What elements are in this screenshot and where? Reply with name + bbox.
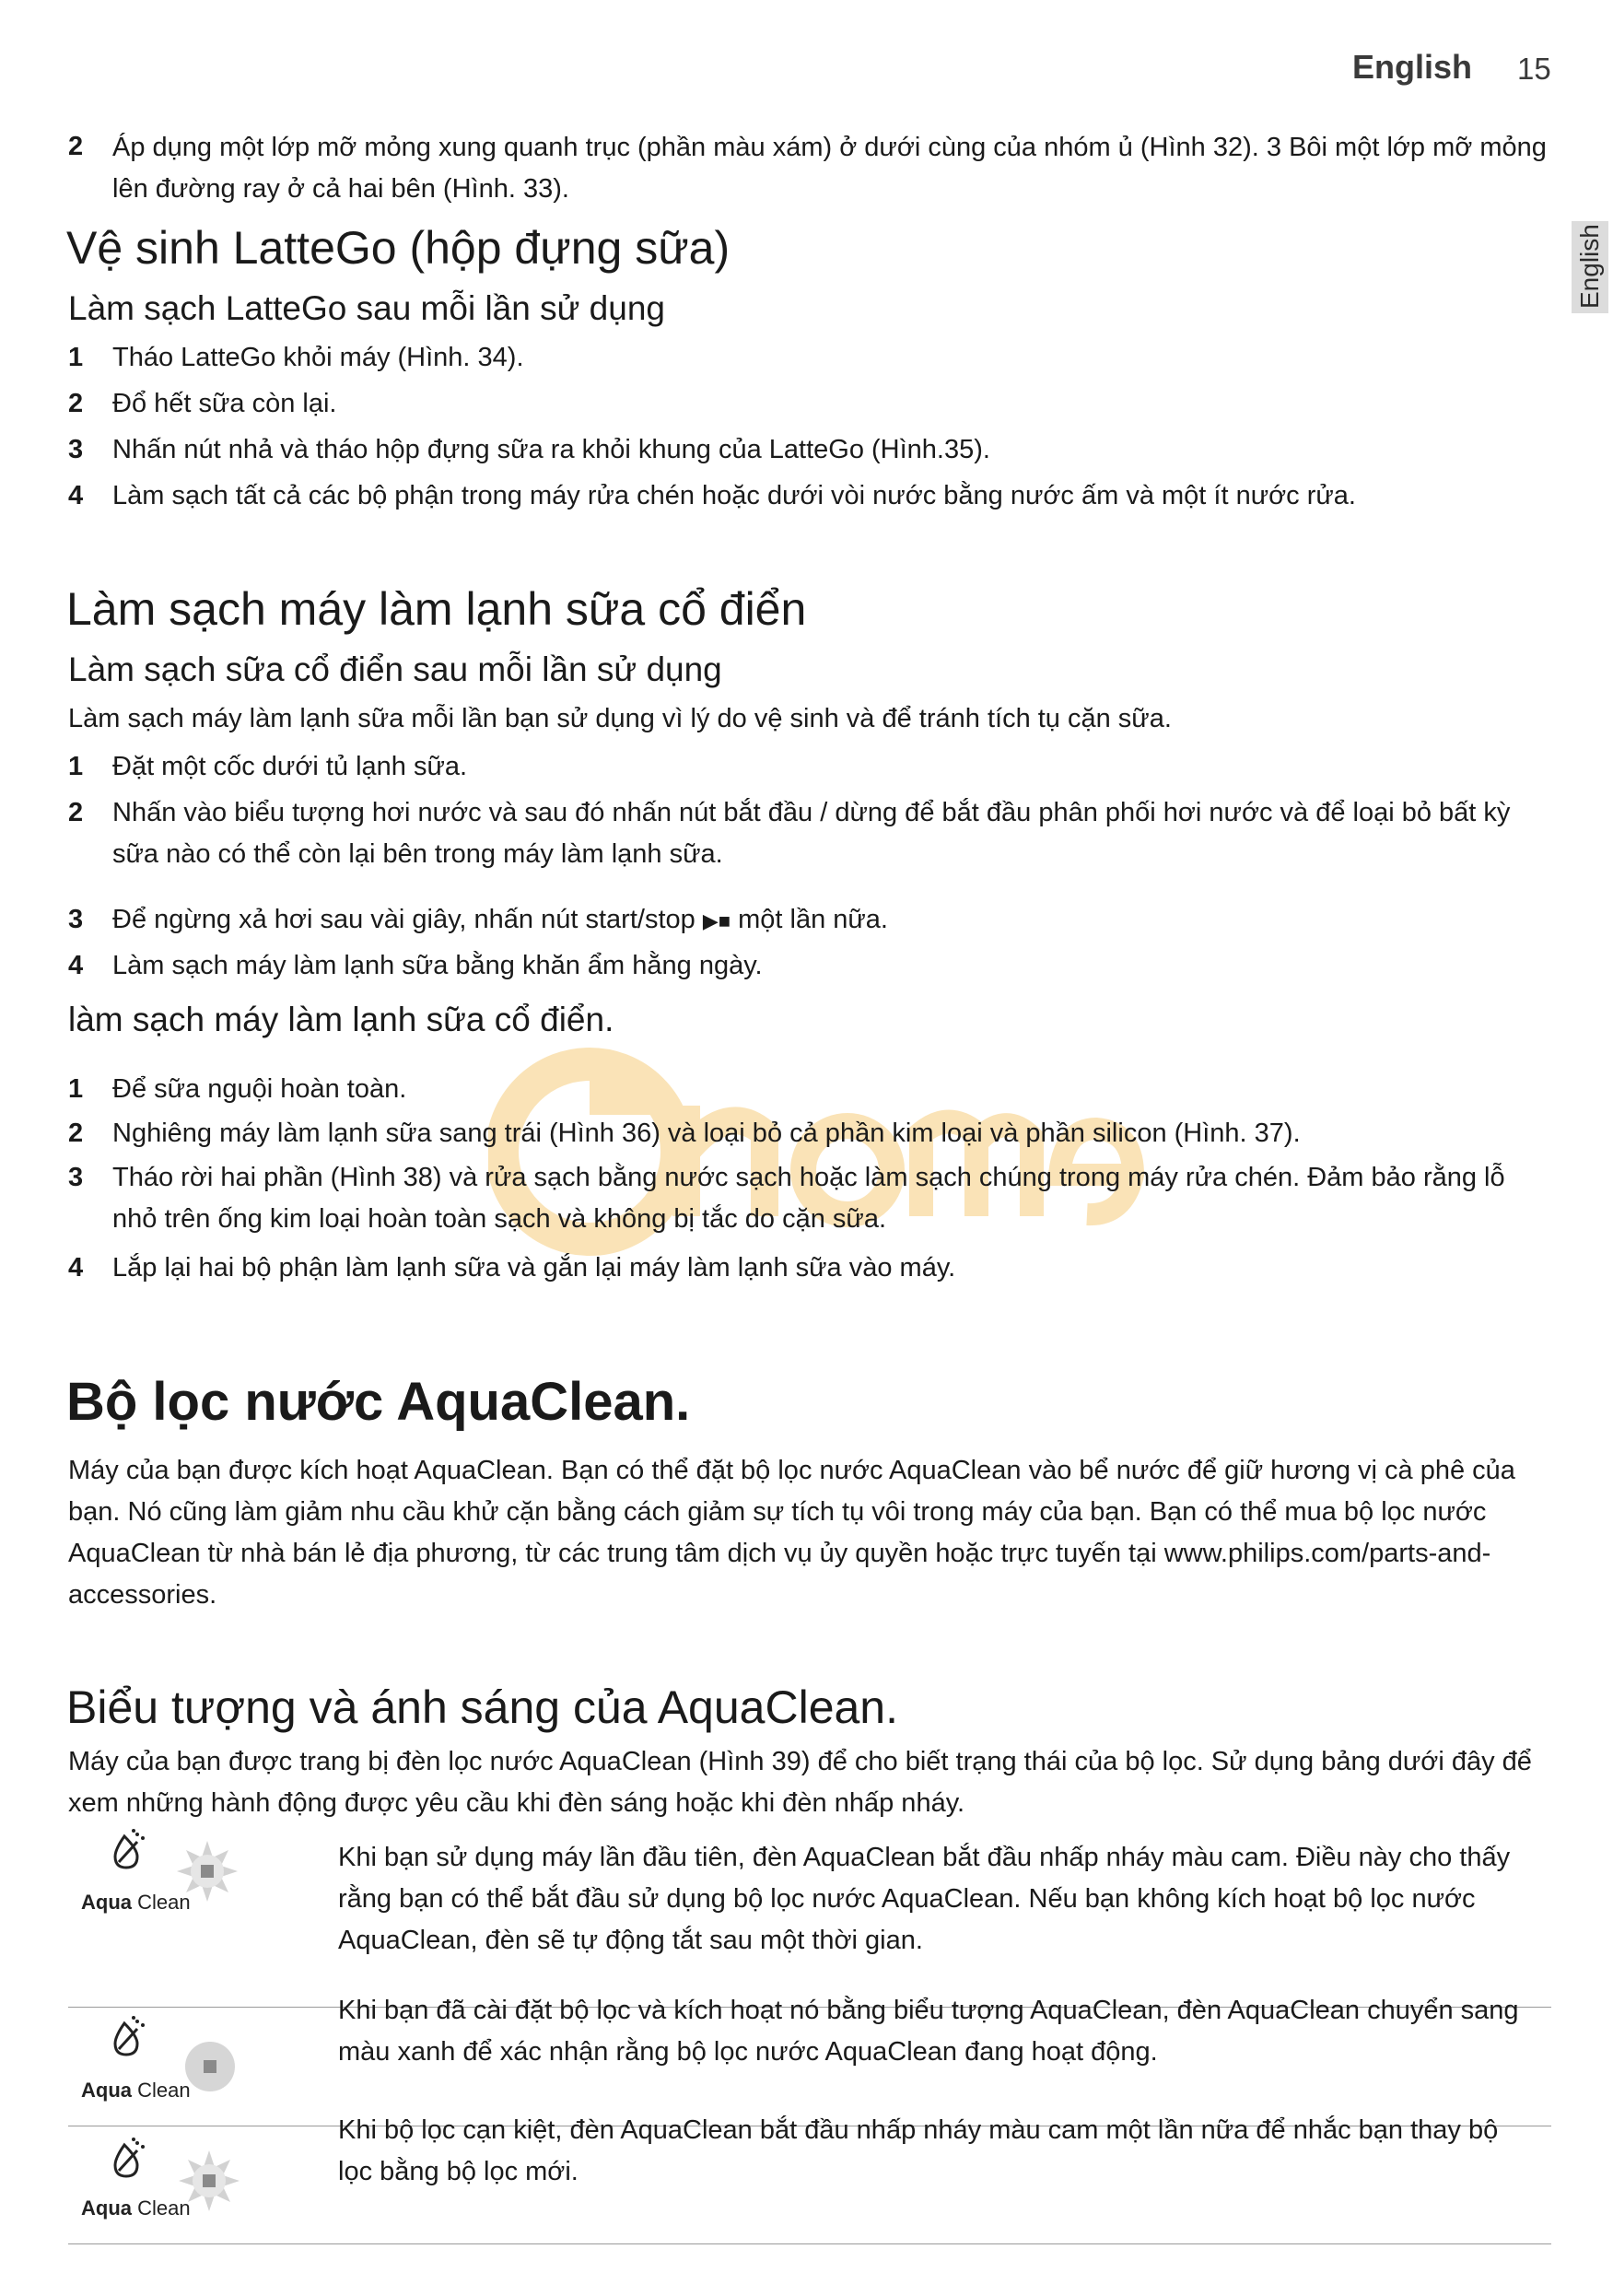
aquaclean-row-2-text: Khi bạn đã cài đặt bộ lọc và kích hoạt nó bằng biểu tượng AquaClean, đèn AquaClean chuyển sang màu xanh để xác nhận rằng bộ lọc nước AquaClean đang hoạt động. (338, 1996, 1519, 2067)
table-divider (68, 2243, 1551, 2244)
step-number: 3 (68, 905, 84, 934)
step-number: 2 (68, 798, 84, 827)
classic-step-3-text: Để ngừng xả hơi sau vài giây, nhấn nút start/stop (112, 905, 703, 934)
classic-subtitle: Làm sạch sữa cổ điển sau mỗi lần sử dụng (68, 650, 722, 688)
lattego-title: Vệ sinh LatteGo (hộp đựng sữa) (66, 222, 731, 274)
aquaclean-label (81, 2079, 191, 2103)
steady-light-icon (183, 2040, 237, 2093)
classic-title: Làm sạch máy làm lạnh sữa cổ điển (66, 583, 807, 635)
intro-step-text: Áp dụng một lớp mỡ mỏng xung quanh trục (phần màu xám) ở dưới cùng của nhóm ủ (Hình 32). 3 Bôi một lớp mỡ mỏng lên đường ray ở cả hai bên (Hình. 33). (112, 133, 1547, 204)
aqua-label-bold: Aqua (81, 2196, 132, 2220)
step-number: 1 (68, 1074, 84, 1104)
aqua-label-bold: Aqua (81, 1891, 132, 1914)
page-number: 15 (1517, 52, 1551, 86)
aquaclean-label (81, 1891, 191, 1915)
classic-step-1: Đặt một cốc dưới tủ lạnh sữa. (112, 752, 468, 781)
step-number: 3 (68, 435, 84, 464)
clean-label: Clean (132, 1891, 191, 1914)
classic2-step-2: Nghiêng máy làm lạnh sữa sang trái (Hình 36) và loại bỏ cả phần kim loại và phần silicon (Hình. 37). (112, 1119, 1301, 1148)
step-number: 2 (68, 1119, 84, 1148)
classic-step-2: Nhấn vào biểu tượng hơi nước và sau đó nhấn nút bắt đầu / dừng để bắt đầu phân phối hơi nước và để loại bỏ bất kỳ sữa nào có thể còn lại bên trong máy làm lạnh sữa. (112, 798, 1511, 869)
blinking-light-icon (175, 1839, 240, 1904)
start-stop-symbol: ▶■ (702, 909, 731, 932)
header-language: English (1352, 48, 1473, 86)
step-number: 1 (68, 752, 84, 781)
step-number: 4 (68, 1253, 84, 1283)
classic2-step-1: Để sữa nguội hoàn toàn. (112, 1074, 407, 1104)
aqua-label-bold: Aqua (81, 2079, 132, 2102)
step-number: 2 (68, 132, 84, 161)
lattego-step-3: Nhấn nút nhả và tháo hộp đựng sữa ra khỏi khung của LatteGo (Hình.35). (112, 435, 990, 464)
classic-intro: Làm sạch máy làm lạnh sữa mỗi lần bạn sử dụng vì lý do vệ sinh và để tránh tích tụ cặn sữa. (68, 704, 1172, 733)
classic-step-4: Làm sạch máy làm lạnh sữa bằng khăn ẩm hằng ngày. (112, 951, 763, 980)
blinking-light-icon (177, 2149, 241, 2213)
classic-step-3 (112, 899, 1549, 942)
clean-label: Clean (132, 2196, 191, 2220)
lattego-subtitle: Làm sạch LatteGo sau mỗi lần sử dụng (68, 289, 665, 327)
classic-step-3-text-after: một lần nữa. (731, 905, 888, 934)
side-tab-label: English (1575, 224, 1604, 309)
side-language-tab (1572, 221, 1608, 313)
step-number: 1 (68, 343, 84, 372)
aquaclean-icons-title: Biểu tượng và ánh sáng của AquaClean. (66, 1681, 899, 1733)
aquaclean-row-1-text: Khi bạn sử dụng máy lần đầu tiên, đèn AquaClean bắt đầu nhấp nháy màu cam. Điều này cho thấy rằng bạn có thể bắt đầu sử dụng bộ lọc nước AquaClean. Nếu bạn không kích hoạt bộ lọc nước AquaClean, đèn sẽ tự động tắt sau một thời gian. (338, 1843, 1511, 1955)
step-number: 4 (68, 481, 84, 510)
aquaclean-drop-icon (106, 2138, 150, 2182)
aquaclean-icons-intro: Máy của bạn được trang bị đèn lọc nước AquaClean (Hình 39) để cho biết trạng thái của bộ lọc. Sử dụng bảng dưới đây để xem những hành động được yêu cầu khi đèn sáng hoặc khi đèn nhấp nháy. (68, 1747, 1532, 1818)
lattego-step-2: Đổ hết sữa còn lại. (112, 389, 337, 418)
classic2-step-3: Tháo rời hai phần (Hình 38) và rửa sạch bằng nước sạch hoặc làm sạch chúng trong máy rửa chén. Đảm bảo rằng lỗ nhỏ trên ống kim loại hoàn toàn sạch và không bị tắc do cặn sữa. (112, 1163, 1505, 1234)
aquaclean-drop-icon (106, 2016, 150, 2060)
aquaclean-intro: Máy của bạn được kích hoạt AquaClean. Bạn có thể đặt bộ lọc nước AquaClean vào bể nước để giữ hương vị cà phê của bạn. Nó cũng làm giảm nhu cầu khử cặn bằng cách giảm sự tích tụ vôi trong máy của bạn. Bạn có thể mua bộ lọc nước AquaClean từ nhà bán lẻ địa phương, từ các trung tâm dịch vụ ủy quyền hoặc trực tuyến tại www.philips.com/parts-and-accessories. (68, 1456, 1515, 1610)
lattego-step-1: Tháo LatteGo khỏi máy (Hình. 34). (112, 343, 524, 372)
step-number: 2 (68, 389, 84, 418)
aquaclean-title: Bộ lọc nước AquaClean. (66, 1372, 691, 1432)
classic2-step-4: Lắp lại hai bộ phận làm lạnh sữa và gắn lại máy làm lạnh sữa vào máy. (112, 1253, 956, 1283)
aquaclean-label (81, 2196, 191, 2220)
classic-subtitle-2: làm sạch máy làm lạnh sữa cổ điển. (68, 1001, 614, 1038)
step-number: 4 (68, 951, 84, 980)
aquaclean-drop-icon (106, 1829, 150, 1873)
step-number: 3 (68, 1163, 84, 1192)
aquaclean-row-3-text: Khi bộ lọc cạn kiệt, đèn AquaClean bắt đầu nhấp nháy màu cam một lần nữa để nhắc bạn thay bộ lọc bằng bộ lọc mới. (338, 2115, 1499, 2186)
clean-label: Clean (132, 2079, 191, 2102)
lattego-step-4: Làm sạch tất cả các bộ phận trong máy rửa chén hoặc dưới vòi nước bằng nước ấm và một ít nước rửa. (112, 481, 1356, 510)
